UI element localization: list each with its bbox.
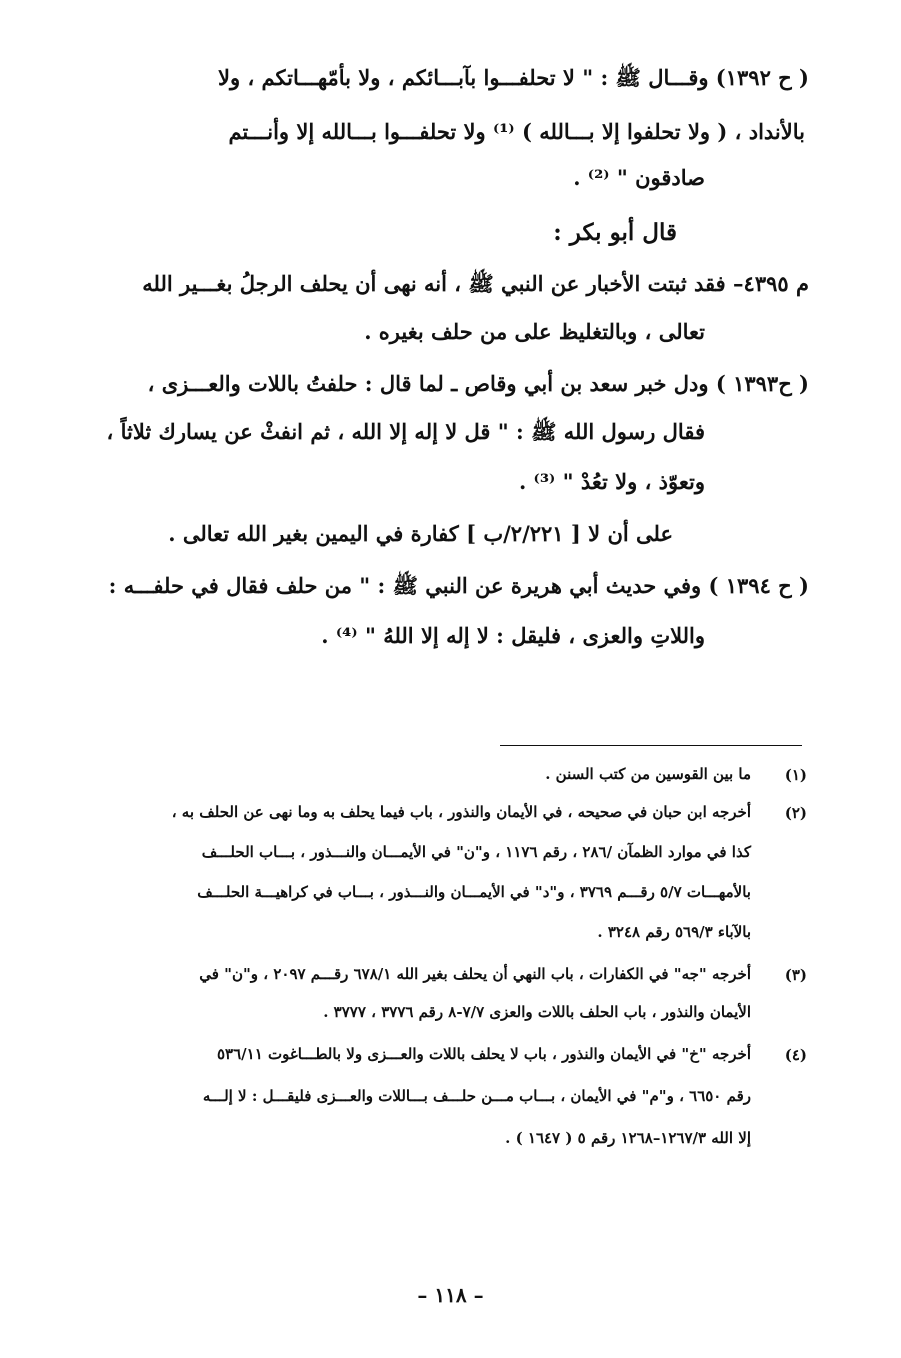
- footnote-2-line-4: بالآباء ٥٦٩/٣ رقم ٣٢٤٨ .: [597, 923, 751, 941]
- hadith-1394-line-2: واللاتِ والعزى ، فليقل : لا إله إلا اللهُ " ⁽⁴⁾ .: [321, 623, 705, 648]
- footnote-3-line-1: أخرجه "جه" في الكفارات ، باب النهي أن يحلف بغير الله ٦٧٨/١ رقـــم ٢٠٩٧ ، و"ن" في: [199, 965, 751, 983]
- footnote-2-line-2: كذا في موارد الظمآن /٢٨٦ ، رقم ١١٧٦ ، و"ن" في الأيمـــان والنـــذور ، بـــاب الحلـــف: [201, 843, 751, 861]
- footnote-2-line-3: بالأمهـــات ٥/٧ رقـــم ٣٧٦٩ ، و"د" في الأيمـــان والنـــذور ، بـــاب في كراهيـــة الحلـــف: [197, 883, 751, 901]
- footnote-number: (١): [784, 766, 807, 784]
- hadith-1393-line-3: وتعوّذ ، ولا تعُدْ " ⁽³⁾ .: [518, 469, 705, 494]
- hadith-1392-line-1: ( ح ١٣٩٢) وقـــال ﷺ : " لا تحلفـــوا بآبـــائكم ، ولا بأمّهـــاتكم ، ولا: [218, 65, 809, 90]
- footnote-2-line-1: أخرجه ابن حبان في صحيحه ، في الأيمان والنذور ، باب فيما يحلف به وما نهى عن الحلف به ،: [171, 803, 751, 821]
- hadith-1393-line-2: فقال رسول الله ﷺ : " قل لا إله إلا الله ، ثم انفثْ عن يسارك ثلاثاً ،: [106, 419, 705, 444]
- footnote-number: (٢): [784, 804, 807, 822]
- section-heading: قال أبو بكر :: [553, 219, 677, 246]
- hadith-1393-line-4: على أن لا [ ٢/٢٢١/ب ] كفارة في اليمين بغير الله تعالى .: [168, 521, 673, 546]
- footnote-4-line-2: رقم ٦٦٥٠ ، و"م" في الأيمان ، بـــاب مـــن حلـــف بـــاللات والعـــزى فليقـــل : لا إلـــه: [202, 1087, 751, 1105]
- footnote-1-line-1: ما بين القوسين من كتب السنن .: [545, 765, 751, 783]
- paragraph-4395-line-2: تعالى ، وبالتغليظ على من حلف بغيره .: [364, 319, 705, 344]
- hadith-1394-line-1: ( ح ١٣٩٤ ) وفي حديث أبي هريرة عن النبي ﷺ : " من حلف فقال في حلفـــه :: [108, 573, 809, 598]
- paragraph-4395-line-1: م ٤٣٩٥– فقد ثبتت الأخبار عن النبي ﷺ ، أنه نهى أن يحلف الرجلُ بغـــير الله: [142, 271, 809, 296]
- footnote-3-line-2: الأيمان والنذور ، باب الحلف باللات والعزى ٧/٧-٨ رقم ٣٧٧٦ ، ٣٧٧٧ .: [323, 1003, 751, 1021]
- footnote-4-line-3: إلا الله ١٢٦٧/٣–١٢٦٨ رقم ٥ ( ١٦٤٧ ) .: [505, 1129, 751, 1147]
- page-number: – ١١٨ –: [417, 1283, 484, 1307]
- footnote-separator: [500, 745, 802, 746]
- hadith-1393-line-1: ( ح١٣٩٣ ) ودل خبر سعد بن أبي وقاص ـ لما قال : حلفتُ باللات والعـــزى ،: [147, 371, 809, 396]
- footnote-number: (٤): [784, 1046, 807, 1064]
- footnote-number: (٣): [784, 966, 807, 984]
- hadith-1392-line-2: بالأنداد ، ( ولا تحلفوا إلا بـــالله ) ⁽¹⁾ ولا تحلفـــوا بـــالله إلا وأنـــتم: [228, 119, 805, 144]
- footnote-4-line-1: أخرجه "خ" في الأيمان والنذور ، باب لا يحلف باللات والعـــزى ولا بالطـــاغوت ٥٣٦/١١: [217, 1045, 751, 1063]
- hadith-1392-line-3: صادقون " ⁽²⁾ .: [573, 165, 705, 190]
